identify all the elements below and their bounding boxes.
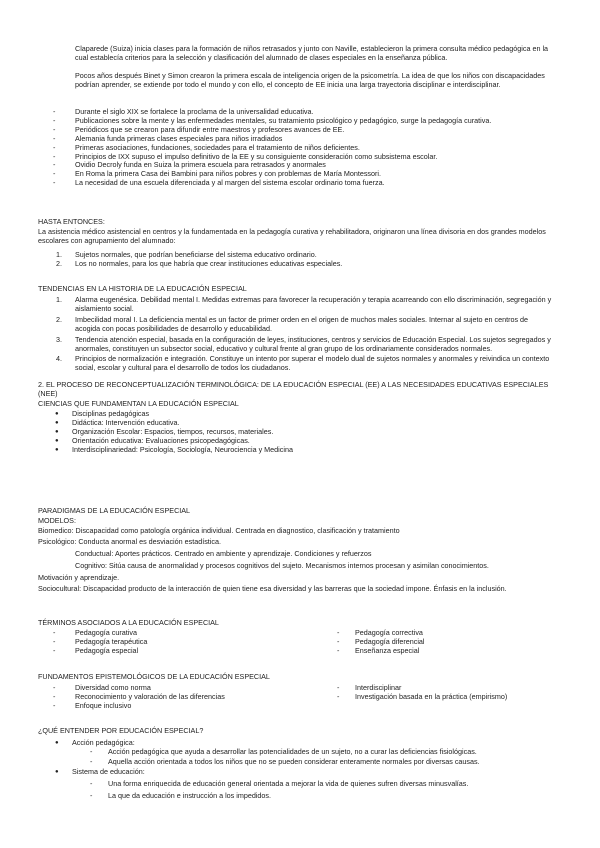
hasta-paragraph: La asistencia médico asistencial en centros y la fundamentada en la pedagogía curativa y rehabilitadora, originaron una línea divisoria en dos grandes modelos escolares con agrupamiento del alumnado: bbox=[38, 227, 546, 245]
sub-list-item: - Aquella acción orientada a todos los niños que no se pueden considerar enteramente normales por diversas causas. bbox=[90, 756, 480, 766]
terminos-heading: TÉRMINOS ASOCIADOS A LA EDUCACIÓN ESPECIAL bbox=[38, 618, 219, 627]
list-item: 3. Tendencia atención especial, basada en la configuración de leyes, instituciones, centros y servicios de Educación Especial. Los sujetos segregados y anormales, constituyen un subsector social, educativo y cultural frente al gran grupo de los ordinariamente considerados normales. bbox=[56, 334, 551, 353]
list-item: - En Roma la primera Casa dei Bambini para niños pobres y con problemas de María Montessori. bbox=[53, 169, 382, 179]
bullet-icon: ● bbox=[55, 768, 59, 775]
intro-paragraph-1: Claparede (Suiza) inicia clases para la formación de niños retrasados y junto con Naville, establecieron la primera consulta médico pedagógica en la cual establecía criterios para la selección y clasificación del alumnado de clases especiales en la enseñanza pública. bbox=[75, 44, 549, 62]
list-item: - Durante el siglo XIX se fortalece la proclama de la universalidad educativa. bbox=[53, 107, 314, 116]
bullet-icon: ● bbox=[55, 437, 59, 444]
section-heading-tendencias: TENDENCIAS EN LA HISTORIA DE LA EDUCACIÓN ESPECIAL bbox=[38, 284, 247, 293]
bullet-icon: ● bbox=[55, 740, 59, 746]
intro-paragraph-2: Pocos años después Binet y Simon crearon la primera escala de inteligencia origen de la psicometría. La idea de que los niños con discapacidades podrían aprender, se extiende por todo el mundo y con ello, el concepto de EE inicia una larga trayectoria disciplinar e interdisciplinar. bbox=[75, 71, 545, 89]
list-item: - Primeras asociaciones, fundaciones, sociedades para el tratamiento de niños deficientes. bbox=[53, 142, 360, 152]
list-item: - Principios de IXX supuso el impulso definitivo de la EE y su consiguiente consideración como subsistema escolar. bbox=[53, 151, 438, 161]
list-item: ● Interdisciplinariedad: Psicología, Sociología, Neurociencia y Medicina bbox=[55, 444, 293, 454]
section-heading-hasta: HASTA ENTONCES: bbox=[38, 217, 105, 226]
list-item: - Pedagogía diferencial bbox=[337, 636, 425, 646]
ciencias-heading: CIENCIAS QUE FUNDAMENTAN LA EDUCACIÓN ESPECIAL bbox=[38, 399, 239, 408]
motivacion-text: Motivación y aprendizaje. bbox=[38, 573, 120, 582]
list-item: - Periódicos que se crearon para difundir entre maestros y profesores avances de EE. bbox=[53, 124, 345, 134]
list-item: 1. Alarma eugenésica. Debilidad mental I. Medidas extremas para favorecer la recuperación y terapia acarreando con ello discriminación, segregación y aislamiento social. bbox=[56, 295, 552, 313]
list-item: 2. Los no normales, para los que habría que crear instituciones educativas especiales. bbox=[56, 258, 343, 268]
list-item: - Pedagogía correctiva bbox=[337, 628, 423, 637]
list-item: - Pedagogía terapéutica bbox=[53, 636, 148, 646]
list-item: - Investigación basada en la práctica (empirismo) bbox=[337, 691, 508, 701]
list-item: - Publicaciones sobre la mente y las enfermedades mentales, su tratamiento psicológico y pedagógico, surge la pedagogía curativa. bbox=[53, 115, 492, 125]
paradigmas-heading: PARADIGMAS DE LA EDUCACIÓN ESPECIAL bbox=[38, 506, 191, 515]
list-item: - Alemania funda primeras clases especiales para niños irradiados bbox=[53, 133, 283, 143]
list-item: ● Acción pedagógica: bbox=[55, 738, 135, 747]
list-item: ● Disciplinas pedagógicas bbox=[55, 409, 150, 418]
list-item: - Diversidad como norma bbox=[53, 683, 151, 692]
list-item: ● Orientación educativa: Evaluaciones psicopedagógicas. bbox=[55, 435, 250, 445]
list-item: 1. Sujetos normales, que podrían beneficiarse del sistema educativo ordinario. bbox=[56, 250, 317, 259]
list-item: - Pedagogía especial bbox=[53, 645, 139, 655]
bullet-icon: ● bbox=[55, 428, 59, 435]
terminos-left-list bbox=[53, 628, 325, 656]
bullet-icon: ● bbox=[55, 446, 59, 453]
list-item: - Reconocimiento y valoración de las diferencias bbox=[53, 691, 225, 701]
que-entender-heading: ¿QUÉ ENTENDER POR EDUCACIÓN ESPECIAL? bbox=[38, 726, 204, 735]
list-item: - Pedagogía curativa bbox=[53, 628, 137, 637]
fundamentos-right-list bbox=[337, 683, 565, 702]
list-item: ● Sistema de educación: bbox=[55, 766, 145, 776]
list-item: 4. Principios de normalización e integración. Constituye un intento por superar el modelo dual de sujetos normales y anormales y reivindica un contexto social, escolar y cultural para el desarrollo de todos los ciudadanos. bbox=[56, 354, 550, 373]
tendencias-numbered-list bbox=[56, 295, 555, 373]
list-item: - Interdisciplinar bbox=[337, 683, 402, 692]
modelo-conductual: Conductual: Aportes prácticos. Centrado en ambiente y aprendizaje. Condiciones y refuerzos bbox=[75, 549, 372, 558]
intro-dash-list bbox=[53, 107, 555, 188]
list-item: ● Organización Escolar: Espacios, tiempos, recursos, materiales. bbox=[55, 426, 274, 436]
hasta-numbered-list bbox=[56, 250, 555, 269]
bullet-icon: ● bbox=[55, 419, 59, 426]
section-2-title: 2. EL PROCESO DE RECONCEPTUALIZACIÓN TERMINOLÓGICA: DE LA EDUCACIÓN ESPECIAL (EE) A LAS NECESIDADES EDUCATIVAS ESPECIALES (NEE) bbox=[38, 380, 549, 398]
modelos-heading: MODELOS: bbox=[38, 516, 76, 525]
list-item: ● Didáctica: Intervención educativa. bbox=[55, 417, 180, 427]
list-item: 2. Imbecilidad moral I. La deficiencia mental es un factor de primer orden en el origen de muchos males sociales. Internar al sujeto en centros de acogida con pocas posibilidades de desarrollo y educabilidad. bbox=[56, 314, 529, 333]
list-item: - Enfoque inclusivo bbox=[53, 700, 132, 710]
sub-list-item: - Acción pedagógica que ayuda a desarrollar las potencialidades de un sujeto, no a curar las deficiencias fisiológicas. bbox=[90, 746, 477, 756]
list-item: - La necesidad de una escuela diferenciada y al margen del sistema escolar ordinario toma fuerza. bbox=[53, 178, 385, 188]
list-item: - Enseñanza especial bbox=[337, 645, 420, 655]
ciencias-bullet-list bbox=[55, 409, 552, 455]
modelo-cognitivo: Cognitivo: Sitúa causa de anormalidad y procesos cognitivos del sujeto. Mecanismos internos procesan y asimilan conocimientos. bbox=[75, 561, 489, 570]
bullet-icon: ● bbox=[55, 411, 59, 417]
sub-list-item: - La que da educación e instrucción a los impedidos. bbox=[90, 790, 272, 800]
sub-list-item: - Una forma enriquecida de educación general orientada a mejorar la vida de quienes sufren diversas minusvalías. bbox=[90, 778, 469, 788]
que-entender-list bbox=[55, 738, 557, 800]
terminos-right-list bbox=[337, 628, 555, 656]
modelo-biomedico: Biomedico: Discapacidad como patología orgánica individual. Centrada en diagnostico, clasificación y tratamiento bbox=[38, 526, 400, 535]
modelo-sociocultural: Sociocultural: Discapacidad producto de la interacción de quien tiene esa diversidad y las barreras que la sociedad impone. Énfasis en la inclusión. bbox=[38, 584, 507, 593]
modelo-psicologico: Psicológico: Conducta anormal es desviación estadística. bbox=[38, 537, 221, 546]
list-item: - Ovidio Decroly funda en Suiza la primera escuela para retrasados y anormales bbox=[53, 160, 326, 170]
fundamentos-heading: FUNDAMENTOS EPISTEMOLÓGICOS DE LA EDUCACIÓN ESPECIAL bbox=[38, 672, 270, 681]
fundamentos-left-list bbox=[53, 683, 325, 711]
